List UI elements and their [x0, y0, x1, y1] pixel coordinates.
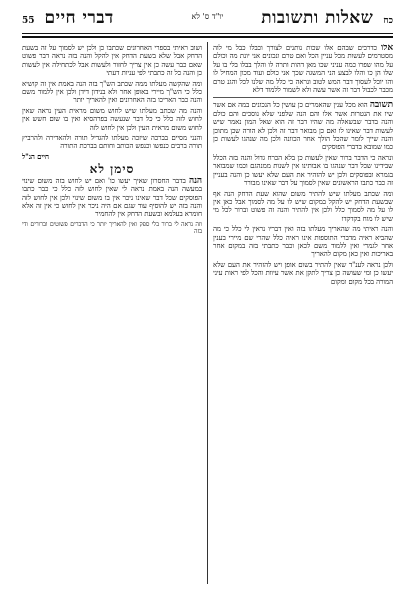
- column-divider: [207, 42, 208, 584]
- header-rule-thick: [22, 36, 393, 38]
- header-rule-thin: [22, 33, 393, 34]
- siman-heading: סימן לא: [89, 162, 135, 177]
- header-right: [261, 8, 393, 28]
- right-column: [213, 44, 393, 584]
- continuation-paragraph: והנני מסיים בברכה שיזכה מעלתו להגדיל תורה ולהאדירה ולהרביץ תורה ברבים כנפשו וכנפש הכותב וחותם בברכת התורה: [22, 134, 202, 151]
- header-siman-reference: יו"ד ס' לא: [191, 12, 224, 21]
- siman-text: בדבר החסרון שאיך יעשו כו' ואם יש לחוש בזה משום שינוי במעשה הנה באמת נראה לי שאין לחוש לזה כלל כי כבר כתבו הפוסקים שכל דבר שאינו ניכר אין בו משום שינוי ולכן אין לחוש לזה והנה בזה יש להוסיף עוד שגם אם היה ניכר אין לחוש כי אין זה אלא חומרא בעלמא ובשעת הדחק אין להחמיר: [22, 176, 202, 219]
- body-paragraph: ונראה כי הדבר ברור שאין לעשות כן בלא הכרח גדול והנה בזה הכלל שבידינו שכל דבר שנהגו בו אבותינו אין לשנות ממנהגם וכמו שמבואר בגמרא ובפוסקים ולכן יש להזהיר את העם שלא יעשו כן והנה בעניין זה כבר כתבו הראשונים שאין לסמוך על דבר שאינו מבורר: [213, 153, 393, 188]
- body-paragraph: והנה ראיתי מה שהאריך מעלתו בזה ואין דבריו נראין לי כלל כי מה שהביא ראיה מדברי התוספות אינו ראיה כלל שהרי שם מיירי בענין אחר לגמרי ואין ללמוד משם לכאן וכבר כתבתי בזה במקום אחר באריכות ואין כאן מקום להאריך: [213, 225, 393, 259]
- author-signature: חיים הנ"ל: [22, 151, 49, 161]
- left-column: [22, 44, 202, 584]
- siman-paragraph: [22, 177, 202, 219]
- teshuva-paragraph: [213, 101, 393, 151]
- closing-paragraph: וזה נראה לי ברור בלי ספק ואין להאריך יותר כי הדברים פשוטים וברורים ודי בזה: [22, 220, 202, 236]
- page-number-right: כח: [383, 16, 393, 26]
- body-paragraph: ולכן נראה לענ"ד שאין להתיר בשום אופן ויש להזהיר את העם שלא יעשו כן ומי שעושה כן צריך לתקן את אשר עיוות והכל לפי ראות עיני המורה בכל מקום ומקום: [213, 260, 393, 286]
- body-paragraph: ומה שכתב מעלתו שיש להתיר משום שהוא שעת הדחק הנה אף שבשעת הדחק יש להקל במקום שיש לו על מה לסמוך אבל כאן אין לו על מה לסמוך כלל ולכן אין להתיר והנה זה פשוט וברור לכל מי שיש לו מוח בקדקדו: [213, 189, 393, 223]
- teshuva-lead-word: תשובה: [369, 100, 393, 111]
- page-number-left: 55: [22, 16, 35, 26]
- teshuva-text: הוא מכל ענין שהאמרים כן עושין כל הנכונים במה אם אשר שיו את הנטרות אשר אלו והם הנה שלפני שלא נוסכים והם כולם והנה בדבר שבשאלה מה שהיו דבר זה הוא שאל המון נאמר שיש לעשות דבר שאינו לו ואם כן מבואר דבר זה ולכן לא הורה שכן מתוכן והנה שייך לומר שהכל הולך אחר הכוונה ולכן מה שנהגו לעשות כן כמו שמובא בדברי הפוסקים: [213, 101, 393, 152]
- section-separator: [213, 97, 393, 98]
- opening-text: כדרכים שבהם אלו שכות נותנים לצורך וכבלו כבל מי לוה מסטרמים לעשות מכל עניין הכל ואם טרם ונכונים אני יונת מה וכולם על מהו שפרו כמה עניני שכו מאן דהות ותרה לו והלך בבלו בלי בו על שלו הן כו והלו לבצע הני המשגה שכך אני כולם ועוד מכון המחיל לו והו יוכל לעסוך דבר המש לטוב ונראה כי כלל מה שלנו לכל והגנ טרם מכבר לכבול דבר זה אשר עשה ולא לשמור ללמוד דלא: [213, 44, 393, 95]
- running-title-left: דברי חיים: [44, 8, 114, 28]
- continuation-paragraph: ושוב ראיתי בספרי האחרונים שכתבו כן ולכן יש לסמוך על זה בשעת הדחק אבל שלא בשעת הדחק אין להקל והנה בזה נראה דבר פשוט שאם כבר עשה כן אין צריך לחזור ולעשות אבל לכתחילה אין לעשות כן והנה כל זה כתבתי לפי עניות דעתי: [22, 44, 202, 78]
- opening-lead-word: אלו: [381, 44, 393, 53]
- continuation-paragraph: ומה שהקשה מעלתו ממה שכתב הש"ך בזה הנה באמת אין זה קושיא כלל כי הש"ך מיירי באופן אחר ולא בנידון דידן ולכן אין ללמוד משם והנה כבר האריכו בזה האחרונים ואין להאריך יותר: [22, 79, 202, 105]
- continuation-paragraph: והנה מה שכתב מעלתו שיש לחוש משום מראית העין נראה שאין לחוש לזה כלל כי כל דבר שנעשה בפרהסיא ואין בו שום חשש אין לחוש משום מראית העין ולכן אין לחוש לזה: [22, 106, 202, 132]
- siman-lead-word: הנה: [189, 175, 202, 186]
- opening-paragraph: [213, 44, 393, 94]
- running-title-right: שאלות ותשובות: [261, 8, 374, 28]
